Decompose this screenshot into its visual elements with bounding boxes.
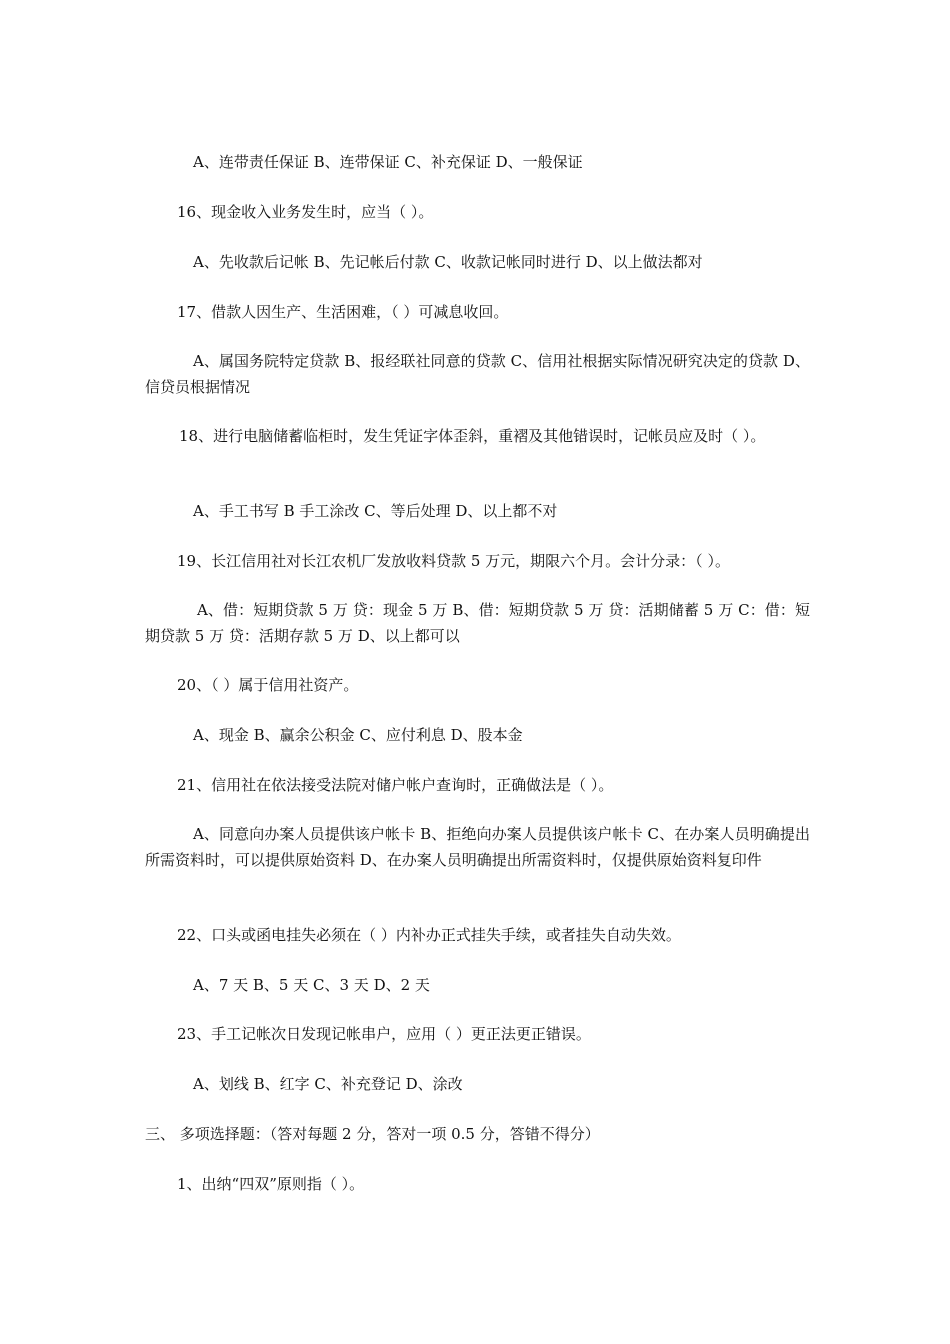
q19-question: 19、长江信用社对长江农机厂发放收料贷款 5 万元，期限六个月。会计分录：（ ）。 <box>177 552 730 570</box>
q22-question: 22、口头或函电挂失必须在（ ）内补办正式挂失手续，或者挂失自动失效。 <box>177 926 681 944</box>
q16-options: A、先收款后记帐 B、先记帐后付款 C、收款记帐同时进行 D、以上做法都对 <box>193 253 703 271</box>
q17-options: A、属国务院特定贷款 B、报经联社同意的贷款 C、信用社根据实际情况研究决定的贷款 D、信贷员根据情况 <box>145 352 810 396</box>
q23-question: 23、手工记帐次日发现记帐串户，应用（ ）更正法更正错误。 <box>177 1025 591 1043</box>
q17-question: 17、借款人因生产、生活困难，（ ）可减息收回。 <box>177 303 509 321</box>
q21-question: 21、信用社在依法接受法院对储户帐户查询时，正确做法是（ ）。 <box>177 776 614 794</box>
q20-question: 20、（ ）属于信用社资产。 <box>177 676 359 694</box>
q15-options: A、连带责任保证 B、连带保证 C、补充保证 D、一般保证 <box>193 153 583 171</box>
q20-options: A、现金 B、赢余公积金 C、应付利息 D、股本金 <box>193 726 523 744</box>
q16-question: 16、现金收入业务发生时，应当（ ）。 <box>177 203 434 221</box>
q22-options: A、7 天 B、5 天 C、3 天 D、2 天 <box>193 976 430 994</box>
q23-options: A、划线 B、红字 C、补充登记 D、涂改 <box>193 1075 463 1093</box>
q21-options: A、同意向办案人员提供该户帐卡 B、拒绝向办案人员提供该户帐卡 C、在办案人员明确提出所需资料时，可以提供原始资料 D、在办案人员明确提出所需资料时，仅提供原始资料复印件 <box>145 825 810 869</box>
q18-question: 18、进行电脑储蓄临柜时，发生凭证字体歪斜，重褶及其他错误时，记帐员应及时（ ）。 <box>179 427 766 445</box>
section-heading: 三、 多项选择题：（答对每题 2 分，答对一项 0.5 分，答错不得分） <box>145 1125 600 1143</box>
q18-options: A、手工书写 B 手工涂改 C、等后处理 D、以上都不对 <box>193 502 558 520</box>
q19-options: A、借：短期贷款 5 万 贷：现金 5 万 B、借：短期贷款 5 万 贷：活期储蓄 5 万 C：借：短期贷款 5 万 贷：活期存款 5 万 D、以上都可以 <box>145 601 810 645</box>
multi-q1-question: 1、出纳“四双”原则指（ ）。 <box>177 1175 365 1193</box>
